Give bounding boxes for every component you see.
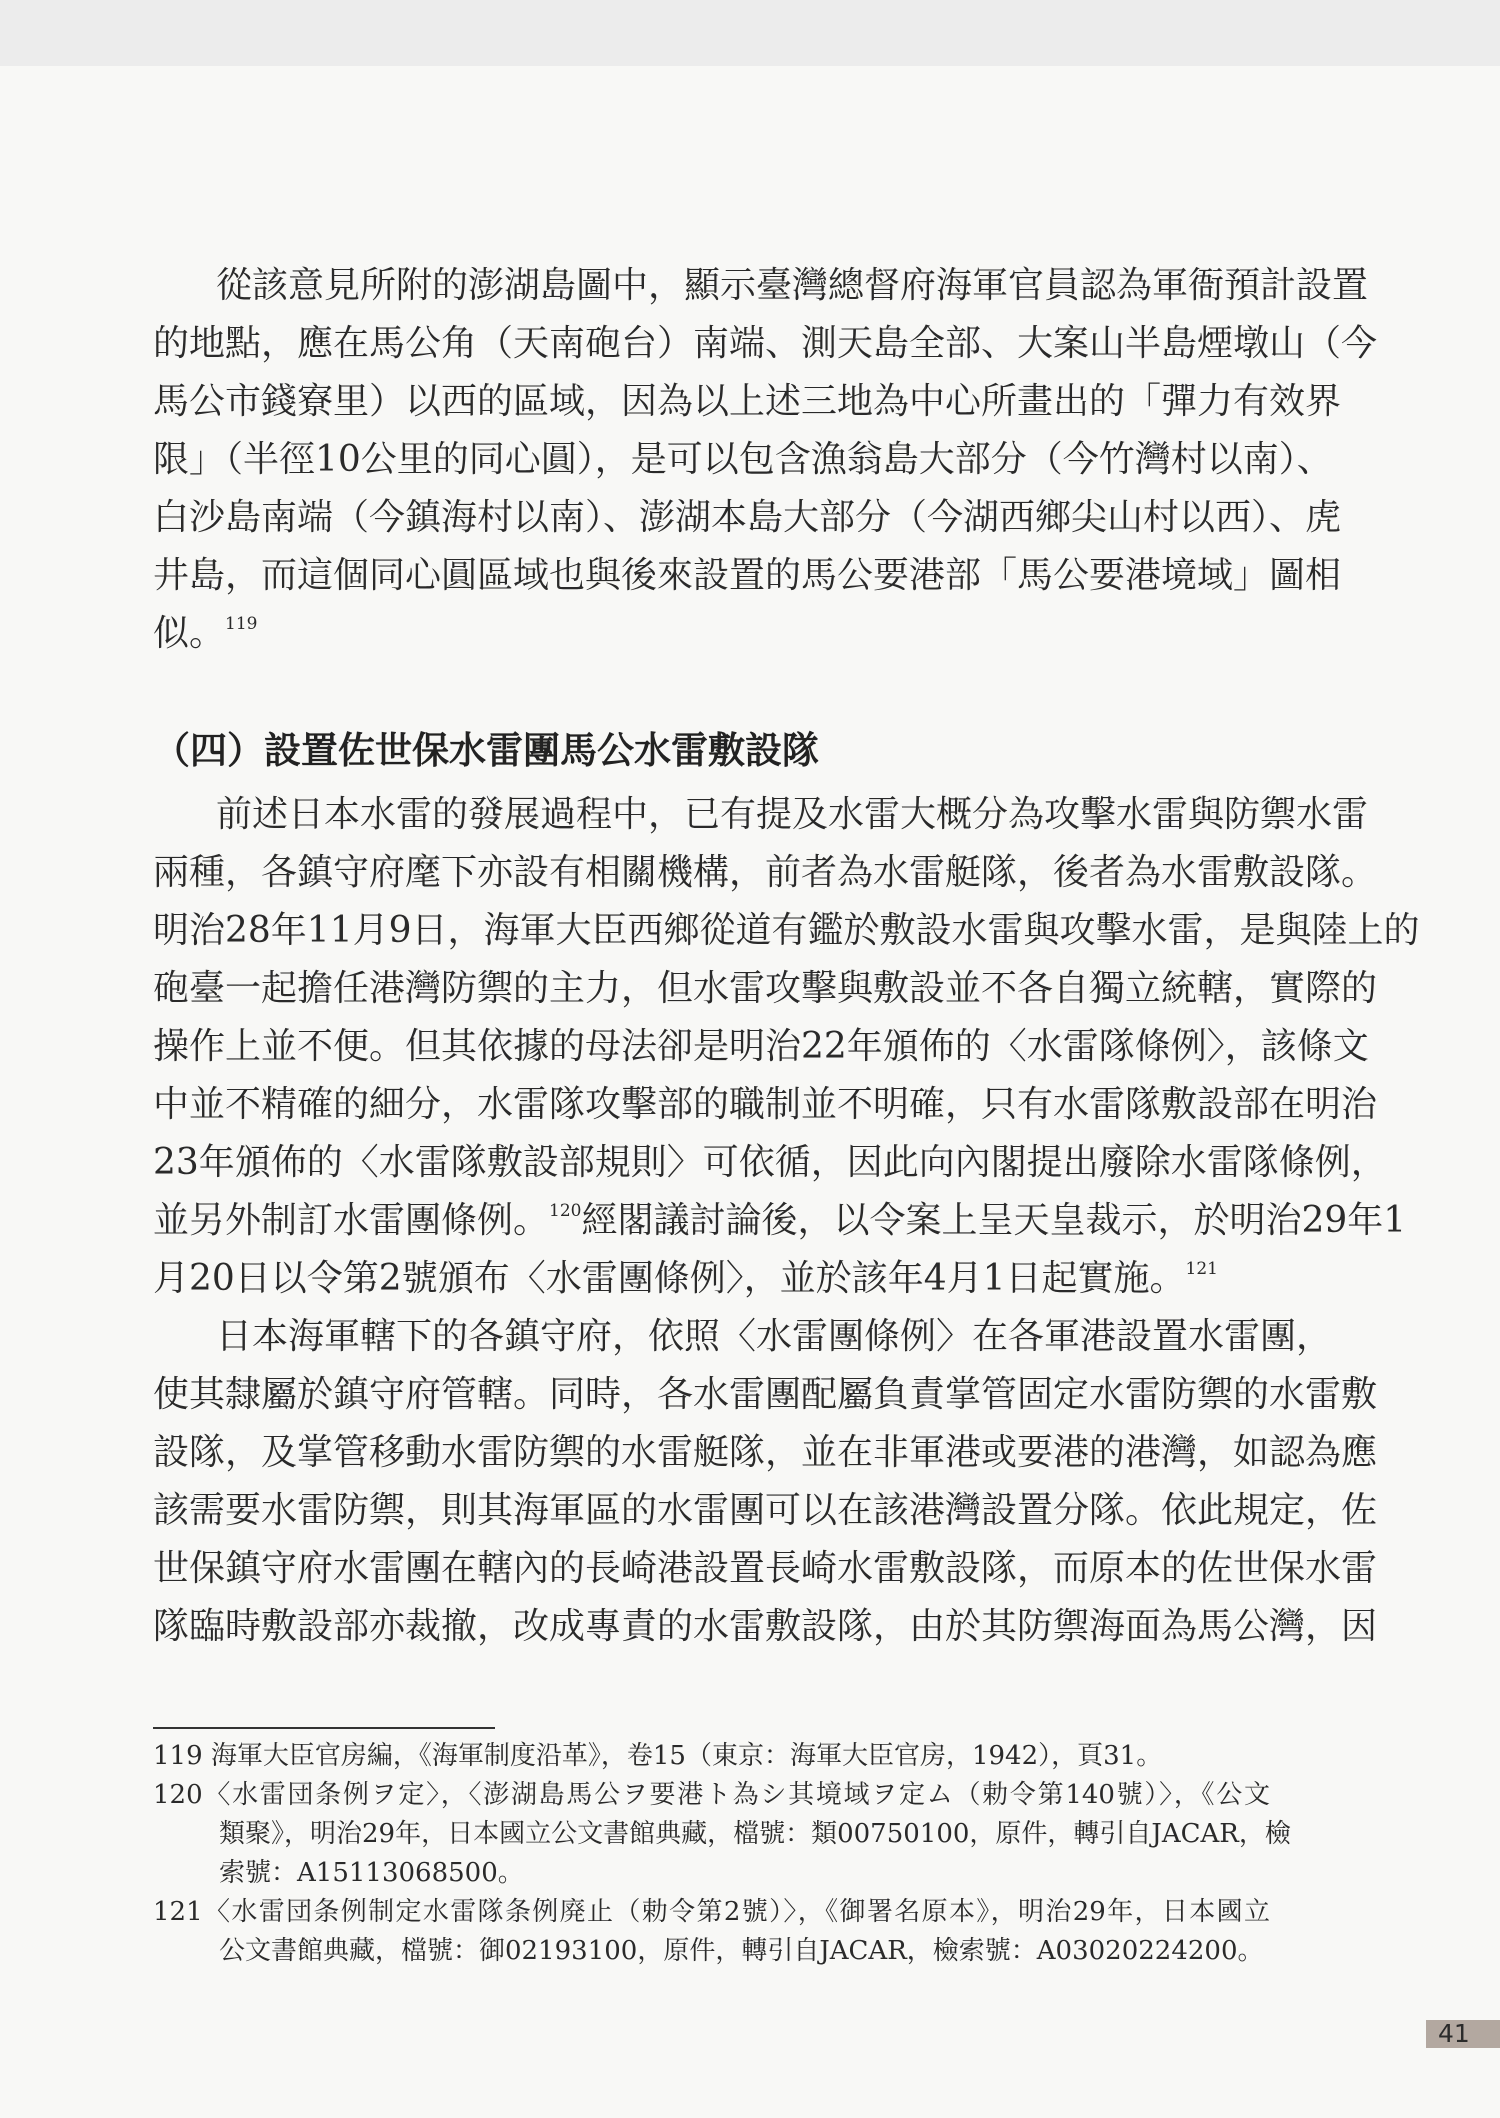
text-run: 經閣議討論後，以令案上呈天皇裁示，於明治29年1 <box>581 1200 1407 1241</box>
text-run: 日本海軍轄下的各鎮守府，依照〈水雷團條例〉在各軍港設置水雷團， <box>216 1316 1333 1357</box>
text-line <box>153 1598 1378 1656</box>
footnote-reference[interactable]: 121 <box>1185 1259 1218 1279</box>
text-run: 井島，而這個同心圓區域也與後來設置的馬公要港部「馬公要港境域」圖相 <box>153 555 1342 596</box>
text-line <box>153 315 1378 373</box>
text-run: 似。 <box>153 613 226 654</box>
text-run: 23年頒佈的〈水雷隊敷設部規則〉可依循，因此向內閣提出廢除水雷隊條例， <box>153 1142 1387 1183</box>
text-run: 馬公市錢寮里）以西的區域，因為以上述三地為中心所畫出的「彈力有效界 <box>153 381 1342 422</box>
text-line <box>153 257 1369 315</box>
text-line <box>153 373 1342 431</box>
text-run: 隊臨時敷設部亦裁撤，改成專責的水雷敷設隊，由於其防禦海面為馬公灣，因 <box>153 1606 1378 1647</box>
text-line <box>153 1366 1378 1424</box>
page-number: 41 <box>1426 2020 1500 2048</box>
text-line <box>153 786 1369 844</box>
text-run: 並另外制訂水雷團條例。 <box>153 1200 550 1241</box>
footnote-line: 119 海軍大臣官房編，《海軍制度沿革》，卷15（東京：海軍大臣官房，1942），頁31。 <box>153 1741 1163 1771</box>
footnote-line: 公文書館典藏，檔號：御02193100，原件，轉引自JACAR，檢索號：A03020224200。 <box>219 1936 1264 1966</box>
text-line <box>153 1424 1378 1482</box>
text-line <box>153 1076 1378 1134</box>
footnote-reference[interactable]: 119 <box>225 614 258 634</box>
text-run: 明治28年11月9日，海軍大臣西鄉從道有鑑於敷設水雷與攻擊水雷，是與陸上的 <box>153 910 1420 951</box>
text-line <box>153 1250 1270 1308</box>
text-run: 設隊，及掌管移動水雷防禦的水雷艇隊，並在非軍港或要港的港灣，如認為應 <box>153 1432 1378 1473</box>
text-run: 限」（半徑10公里的同心圓），是可以包含漁翁島大部分（今竹灣村以南）、 <box>153 439 1333 480</box>
text-line <box>153 960 1378 1018</box>
text-run: 月20日以令第2號頒布〈水雷團條例〉，並於該年4月1日起實施。 <box>153 1258 1186 1299</box>
footnote-line: 索號：A15113068500。 <box>219 1858 524 1888</box>
footnotes <box>153 1737 1291 1971</box>
text-line <box>153 605 1270 663</box>
paragraph-1 <box>153 257 1378 663</box>
text-run: 白沙島南端（今鎮海村以南）、澎湖本島大部分（今湖西鄉尖山村以西）、虎 <box>153 497 1342 538</box>
text-line <box>153 844 1378 902</box>
text-line <box>153 1308 1333 1366</box>
paragraph-3 <box>153 1308 1378 1656</box>
text-run: 中並不精確的細分，水雷隊攻擊部的職制並不明確，只有水雷隊敷設部在明治 <box>153 1084 1378 1125</box>
text-line <box>153 1134 1387 1192</box>
text-run: 砲臺一起擔任港灣防禦的主力，但水雷攻擊與敷設並不各自獨立統轄，實際的 <box>153 968 1378 1009</box>
text-run: 該需要水雷防禦，則其海軍區的水雷團可以在該港灣設置分隊。依此規定，佐 <box>153 1490 1378 1531</box>
paragraph-2 <box>153 786 1420 1308</box>
text-line <box>153 547 1342 605</box>
text-run: 操作上並不便。但其依據的母法卻是明治22年頒佈的〈水雷隊條例〉，該條文 <box>153 1026 1369 1067</box>
text-line <box>153 902 1420 960</box>
text-line <box>153 1540 1378 1598</box>
text-run: 的地點，應在馬公角（天南砲台）南端、測天島全部、大案山半島煙墩山（今 <box>153 323 1378 364</box>
text-run: 從該意見所附的澎湖島圖中，顯示臺灣總督府海軍官員認為軍衙預計設置 <box>216 265 1369 306</box>
text-run: 使其隸屬於鎮守府管轄。同時，各水雷團配屬負責掌管固定水雷防禦的水雷敷 <box>153 1374 1378 1415</box>
scan-top-margin <box>0 0 1500 66</box>
footnote-reference[interactable]: 120 <box>549 1201 582 1221</box>
text-run: 前述日本水雷的發展過程中，已有提及水雷大概分為攻擊水雷與防禦水雷 <box>216 794 1369 835</box>
text-line <box>153 1018 1369 1076</box>
text-line <box>153 1192 1407 1250</box>
footnote-separator <box>153 1727 495 1729</box>
footnote-line: 類聚》，明治29年，日本國立公文書館典藏，檔號：類00750100，原件，轉引自JACAR，檢 <box>219 1819 1291 1849</box>
section-heading: （四）設置佐世保水雷團馬公水雷敷設隊 <box>153 729 819 772</box>
text-run: 世保鎮守府水雷團在轄內的長崎港設置長崎水雷敷設隊，而原本的佐世保水雷 <box>153 1548 1378 1589</box>
footnote-line: 120〈水雷団条例ヲ定〉，〈澎湖島馬公ヲ要港ト為シ其境域ヲ定ム（勅令第140號）〉，《公文 <box>153 1780 1270 1810</box>
text-line <box>153 431 1333 489</box>
text-run: 兩種，各鎮守府麾下亦設有相關機構，前者為水雷艇隊，後者為水雷敷設隊。 <box>153 852 1378 893</box>
footnote-line: 121〈水雷団条例制定水雷隊条例廃止（勅令第2號）〉，《御署名原本》，明治29年，日本國立 <box>153 1897 1270 1927</box>
text-line <box>153 1482 1378 1540</box>
text-line <box>153 489 1342 547</box>
